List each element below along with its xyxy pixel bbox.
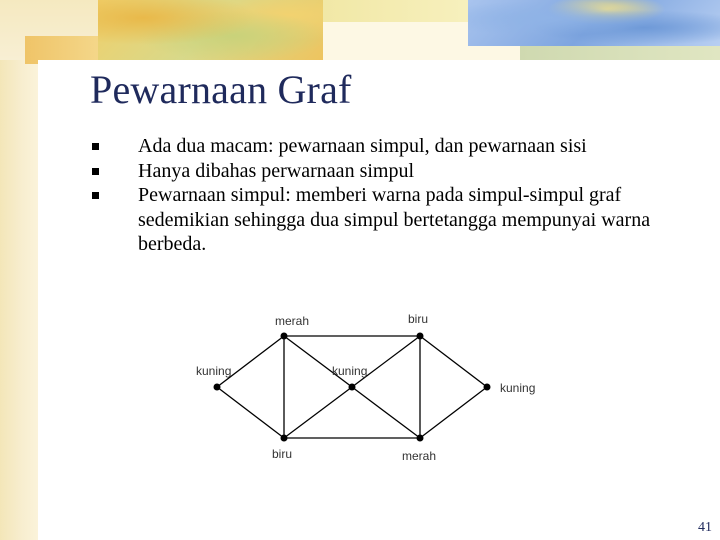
- decorative-banner: [520, 46, 720, 60]
- graph-edge: [217, 387, 284, 438]
- bullet-item: [92, 183, 692, 257]
- bullet-item: [92, 159, 692, 184]
- graph-edge: [420, 336, 487, 387]
- graph-node: [417, 333, 424, 340]
- node-label: kuning: [500, 381, 536, 395]
- node-label: kuning: [196, 364, 232, 378]
- bullet-item: [92, 134, 692, 159]
- graph-edge: [352, 336, 420, 387]
- square-bullet-icon: [92, 143, 99, 150]
- graph-node: [417, 435, 424, 442]
- graph-nodes: [214, 333, 491, 442]
- page-number: 41: [698, 520, 712, 535]
- node-label: biru: [272, 447, 293, 461]
- graph-edge: [420, 387, 487, 438]
- square-bullet-icon: [92, 168, 99, 175]
- graph-node: [281, 333, 288, 340]
- graph-node: [281, 435, 288, 442]
- bullet-text: Hanya dibahas perwarnaan simpul: [138, 159, 415, 182]
- decorative-banner-flowers: [468, 0, 720, 46]
- bullet-list: [92, 134, 692, 257]
- bullet-text: Pewarnaan simpul: memberi warna pada simpul-simpul graf sedemikian sehingga dua simpul bertetangga mempunyai warna berbeda.: [138, 184, 651, 255]
- graph-node: [349, 384, 356, 391]
- background-left-strip: [0, 0, 38, 540]
- graph-diagram: [180, 305, 560, 470]
- node-label: kuning: [332, 364, 368, 378]
- graph-edge: [217, 336, 284, 387]
- decorative-banner-leaves: [98, 0, 323, 60]
- node-label: merah: [275, 314, 310, 328]
- graph-node: [484, 384, 491, 391]
- graph-node: [214, 384, 221, 391]
- graph-edge: [352, 387, 420, 438]
- graph-edge: [284, 336, 352, 387]
- bullet-text: Ada dua macam: pewarnaan simpul, dan pewarnaan sisi: [138, 135, 587, 157]
- node-label: biru: [408, 312, 429, 326]
- decorative-banner: [323, 0, 468, 22]
- square-bullet-icon: [92, 192, 99, 199]
- slide-title: Pewarnaan Graf: [90, 67, 352, 112]
- node-label: merah: [402, 449, 437, 463]
- graph-edge: [284, 387, 352, 438]
